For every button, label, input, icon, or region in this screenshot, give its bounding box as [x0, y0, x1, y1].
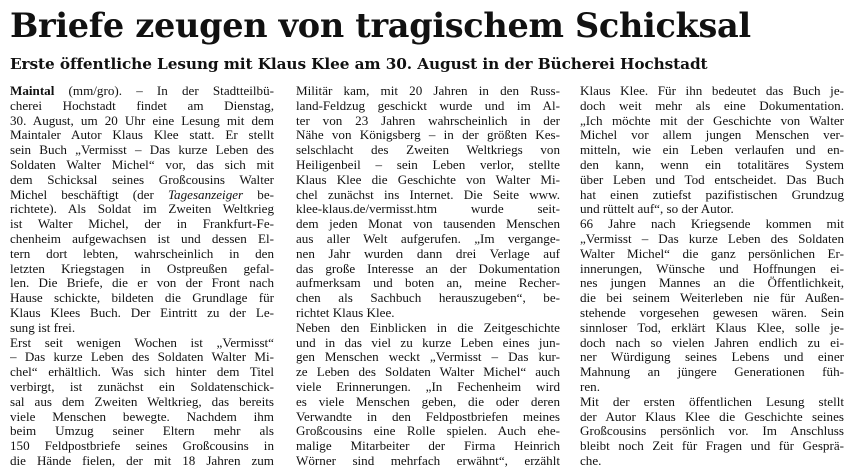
- text-line: [10, 262, 274, 277]
- line-text: Verwandte in den Feldpostbriefen meines: [296, 409, 560, 424]
- line-text: sinnloser Tod, erklärt Klaus Klee, solle je-: [580, 320, 844, 335]
- line-text: chen als Sachbuch herauszugeben“, be-: [296, 291, 560, 306]
- text-line: [580, 454, 844, 469]
- line-text: selschlacht des Zweiten Weltkriegs von: [296, 143, 560, 158]
- line-text: beim Umzug seiner Eltern mehr als: [10, 424, 274, 439]
- text-line: [10, 202, 274, 217]
- line-text: Maintaler Autor Klaus Klee statt. Er stellt: [10, 128, 274, 143]
- text-line: [296, 439, 560, 454]
- line-text: aufmerksam und boten an, meine Recher-: [296, 276, 560, 291]
- line-text: Mit der ersten öffentlichen Lesung stellt: [580, 394, 844, 409]
- text-line: [580, 424, 844, 439]
- line-text: richtet Klaus Klee.: [296, 305, 395, 320]
- line-text: Hause schickte, bildeten die Grundlage für: [10, 291, 274, 306]
- text-line: [10, 188, 274, 203]
- dateline: Maintal: [10, 84, 55, 98]
- line-text: letzten Kriegstagen in Ostpreußen gefal-: [10, 261, 274, 276]
- text-line: [10, 217, 274, 232]
- text-line: [580, 276, 844, 291]
- line-text: es viele Menschen geben, die oder deren: [296, 394, 560, 409]
- line-text: aus aller Welt aufgerufen. „Im vergange-: [296, 231, 560, 246]
- line-text: chel zunächst ins Internet. Die Seite www.: [296, 187, 560, 202]
- line-text: 66 Jahre nach Kriegsende kommen mit: [580, 217, 844, 232]
- line-text: ze Leben des Soldaten Walter Michel“ auch: [296, 365, 560, 380]
- line-text: tern dort lebten, wahrscheinlich in den: [10, 246, 274, 261]
- line-text: viele Menschen bewegte. Nachdem ihm: [10, 409, 274, 424]
- text-line: [296, 217, 560, 232]
- line-text: cherei Hochstadt findet am Dienstag,: [10, 98, 274, 113]
- text-line: [580, 321, 844, 336]
- text-line: [296, 350, 560, 365]
- line-text: dem jeden Monat von tausenden Menschen: [296, 217, 560, 232]
- text-line: [580, 395, 844, 410]
- text-line: [10, 99, 274, 114]
- line-text: Mahnung an jüngere Generationen füh-: [580, 365, 844, 380]
- line-text: malige Mitarbeiter der Firma Heinrich: [296, 439, 560, 454]
- text-line: [10, 439, 274, 454]
- line-text: hat einen zutiefst pazifistischen Grundzug: [580, 187, 844, 202]
- line-text: bleibt noch Zeit für Fragen und für Gesprä-: [580, 439, 844, 454]
- text-line: [296, 84, 560, 99]
- article-body: [10, 84, 844, 472]
- line-text: gen Menschen weckt „Vermisst – Das kur-: [296, 350, 560, 365]
- text-column-3: [580, 84, 844, 469]
- text-line: [580, 114, 844, 129]
- text-line: [10, 395, 274, 410]
- line-text: ren.: [580, 379, 600, 394]
- line-text: be-: [243, 187, 274, 202]
- line-text: mitteln, wie ein Leben verlaufen und en-: [580, 143, 844, 158]
- line-text: die bei seinem Weiterleben nie für Außen-: [580, 291, 844, 306]
- text-line: [10, 247, 274, 262]
- text-line: [580, 350, 844, 365]
- text-line: [10, 380, 274, 395]
- line-text: den kann, wenn ein totalitäres System: [580, 157, 844, 172]
- line-text: sein Buch „Vermisst – Das kurze Leben des: [10, 143, 274, 158]
- text-line: [580, 336, 844, 351]
- line-text: verbirgt, ist zunächst ein Soldatenschick-: [10, 379, 274, 394]
- line-text: Großcousins persönlich vor. Im Anschluss: [580, 424, 844, 439]
- line-text: – Das kurze Leben des Soldaten Walter Mi-: [10, 350, 274, 365]
- text-line: [10, 410, 274, 425]
- line-text: Michel beschäftigt (der: [10, 187, 168, 202]
- line-text: und in das viel zu kurze Leben eines jun-: [296, 335, 560, 350]
- line-text: sung ist frei.: [10, 320, 76, 335]
- line-text: innerungen, Wünsche und Hoffnungen ei-: [580, 261, 844, 276]
- line-text: Großcousins eine Rolle spielen. Auch ehe-: [296, 424, 560, 439]
- line-text: Neben den Einblicken in die Zeitgeschichte: [296, 320, 560, 335]
- text-line: [296, 321, 560, 336]
- line-text: Militär kam, mit 20 Jahren in den Russ-: [296, 84, 560, 98]
- line-text: viele Erinnerungen. „In Fechenheim wird: [296, 379, 560, 394]
- article-subheadline: Erste öffentliche Lesung mit Klaus Klee am 30. August in der Bücherei Hochstadt: [10, 55, 708, 73]
- text-line: [296, 247, 560, 262]
- line-text: über Leben und Tod entscheidet. Das Buch: [580, 172, 844, 187]
- text-line: [580, 247, 844, 262]
- line-text: klee-klaus.de/vermisst.htm wurde seit-: [296, 202, 560, 217]
- text-line: [296, 202, 560, 217]
- line-text: nen Jahr wurden dann drei Verlage auf: [296, 246, 560, 261]
- text-line: [10, 306, 274, 321]
- text-line: [10, 128, 274, 143]
- text-line: [296, 99, 560, 114]
- text-line: [296, 365, 560, 380]
- text-line: [580, 365, 844, 380]
- line-text: und rüttelt auf“, so der Autor.: [580, 202, 734, 217]
- text-line: [580, 291, 844, 306]
- text-line: [580, 188, 844, 203]
- line-text: 150 Feldpostbriefe seines Großcousins in: [10, 439, 274, 454]
- line-text: sal aus dem Zweiten Weltkrieg, das bereits: [10, 394, 274, 409]
- line-text: (mm/gro). – In der Stadtteilbü-: [54, 84, 274, 98]
- newspaper-name: Tagesanzeiger: [167, 187, 244, 202]
- text-line: [296, 410, 560, 425]
- text-line: [580, 232, 844, 247]
- line-text: richtete). Als Soldat im Zweiten Weltkrieg: [10, 202, 274, 217]
- text-line: [580, 143, 844, 158]
- line-text: Walter Michel“ die ganz persönlichen Er-: [580, 246, 844, 261]
- line-text: Soldaten Walter Michel“ vor, das sich mit: [10, 157, 274, 172]
- line-text: nes jungen Mannes an die Öffentlichkeit,: [580, 276, 844, 291]
- line-text: chenheim aufgewachsen ist und dessen El-: [10, 231, 274, 246]
- text-line: [580, 439, 844, 454]
- text-line: [580, 173, 844, 188]
- line-text: doch weit mehr als eine Dokumentation.: [580, 98, 844, 113]
- line-text: ner Würdigung seines Lebens und einer: [580, 350, 844, 365]
- text-line: [580, 380, 844, 395]
- line-text: doch nach so vielen Jahren endlich zu ei-: [580, 335, 844, 350]
- text-line: [296, 188, 560, 203]
- text-line: [296, 291, 560, 306]
- text-line: [296, 306, 560, 321]
- line-text: die Hände fielen, der mit 18 Jahren zum: [10, 453, 274, 468]
- text-line: [10, 350, 274, 365]
- line-text: Nähe von Königsberg – in der größten Kes-: [296, 128, 560, 143]
- text-line: [10, 424, 274, 439]
- text-line: [296, 143, 560, 158]
- line-text: „Ich möchte mit der Geschichte von Walter: [580, 113, 844, 128]
- line-text: land-Feldzug geschickt wurde und im Al-: [296, 98, 560, 113]
- text-line: [580, 410, 844, 425]
- text-line: [580, 158, 844, 173]
- line-text: len. Die Briefe, die er von der Front nach: [10, 276, 274, 291]
- text-line: [296, 424, 560, 439]
- text-line: [10, 276, 274, 291]
- text-line: [10, 158, 274, 173]
- text-line: [580, 202, 844, 217]
- text-line: [580, 84, 844, 99]
- text-column-2: [296, 84, 560, 469]
- line-text: der Autor Klaus Klee die Geschichte seines: [580, 409, 844, 424]
- text-line: [10, 291, 274, 306]
- line-text: „Vermisst – Das kurze Leben des Soldaten: [580, 231, 844, 246]
- text-line: [10, 336, 274, 351]
- line-text: 30. August, um 20 Uhr eine Lesung mit dem: [10, 113, 274, 128]
- text-line: [10, 114, 274, 129]
- line-text: Heiligenbeil – sein Leben verlor, stellte: [296, 157, 560, 172]
- line-text: dem Schicksal seines Großcousins Walter: [10, 172, 274, 187]
- text-line: [296, 395, 560, 410]
- text-line: [296, 114, 560, 129]
- text-line: [296, 380, 560, 395]
- text-line: [10, 365, 274, 380]
- line-text: stehende vorgesehen gewesen wären. Sein: [580, 305, 844, 320]
- article-headline: Briefe zeugen von tragischem Schicksal: [10, 6, 751, 45]
- text-line: [10, 321, 274, 336]
- line-text: che.: [580, 453, 602, 468]
- text-line: [580, 217, 844, 232]
- line-text: ter von 23 Jahren wahrscheinlich in der: [296, 113, 560, 128]
- text-line: [580, 306, 844, 321]
- text-line: [296, 173, 560, 188]
- line-text: Michel vor allem jungen Menschen ver-: [580, 128, 844, 143]
- text-line: [296, 232, 560, 247]
- text-line: [580, 128, 844, 143]
- line-text: ist Walter Michel, der in Frankfurt-Fe-: [10, 217, 274, 232]
- text-line: [10, 454, 274, 469]
- text-line: [296, 158, 560, 173]
- text-line: [296, 336, 560, 351]
- line-text: Klaus Klees Buch. Der Eintritt zu der Le-: [10, 305, 274, 320]
- line-text: Wörner sind mehrfach erwähnt“, erzählt: [296, 453, 560, 468]
- text-line: [10, 232, 274, 247]
- text-line: [580, 262, 844, 277]
- text-line: [580, 99, 844, 114]
- text-line: [296, 128, 560, 143]
- text-line: [10, 173, 274, 188]
- text-line: [296, 262, 560, 277]
- line-text: Klaus Klee. Für ihn bedeutet das Buch je-: [580, 84, 844, 98]
- text-line: [296, 454, 560, 469]
- line-text: das große Interesse an der Dokumentation: [296, 261, 560, 276]
- text-line: [10, 143, 274, 158]
- line-text: Klaus Klee die Geschichte von Walter Mi-: [296, 172, 560, 187]
- text-column-1: [10, 84, 274, 469]
- line-text: Erst seit wenigen Wochen ist „Vermisst“: [10, 335, 274, 350]
- text-line: [10, 84, 274, 99]
- text-line: [296, 276, 560, 291]
- line-text: chel“ erhältlich. Was sich hinter dem Titel: [10, 365, 274, 380]
